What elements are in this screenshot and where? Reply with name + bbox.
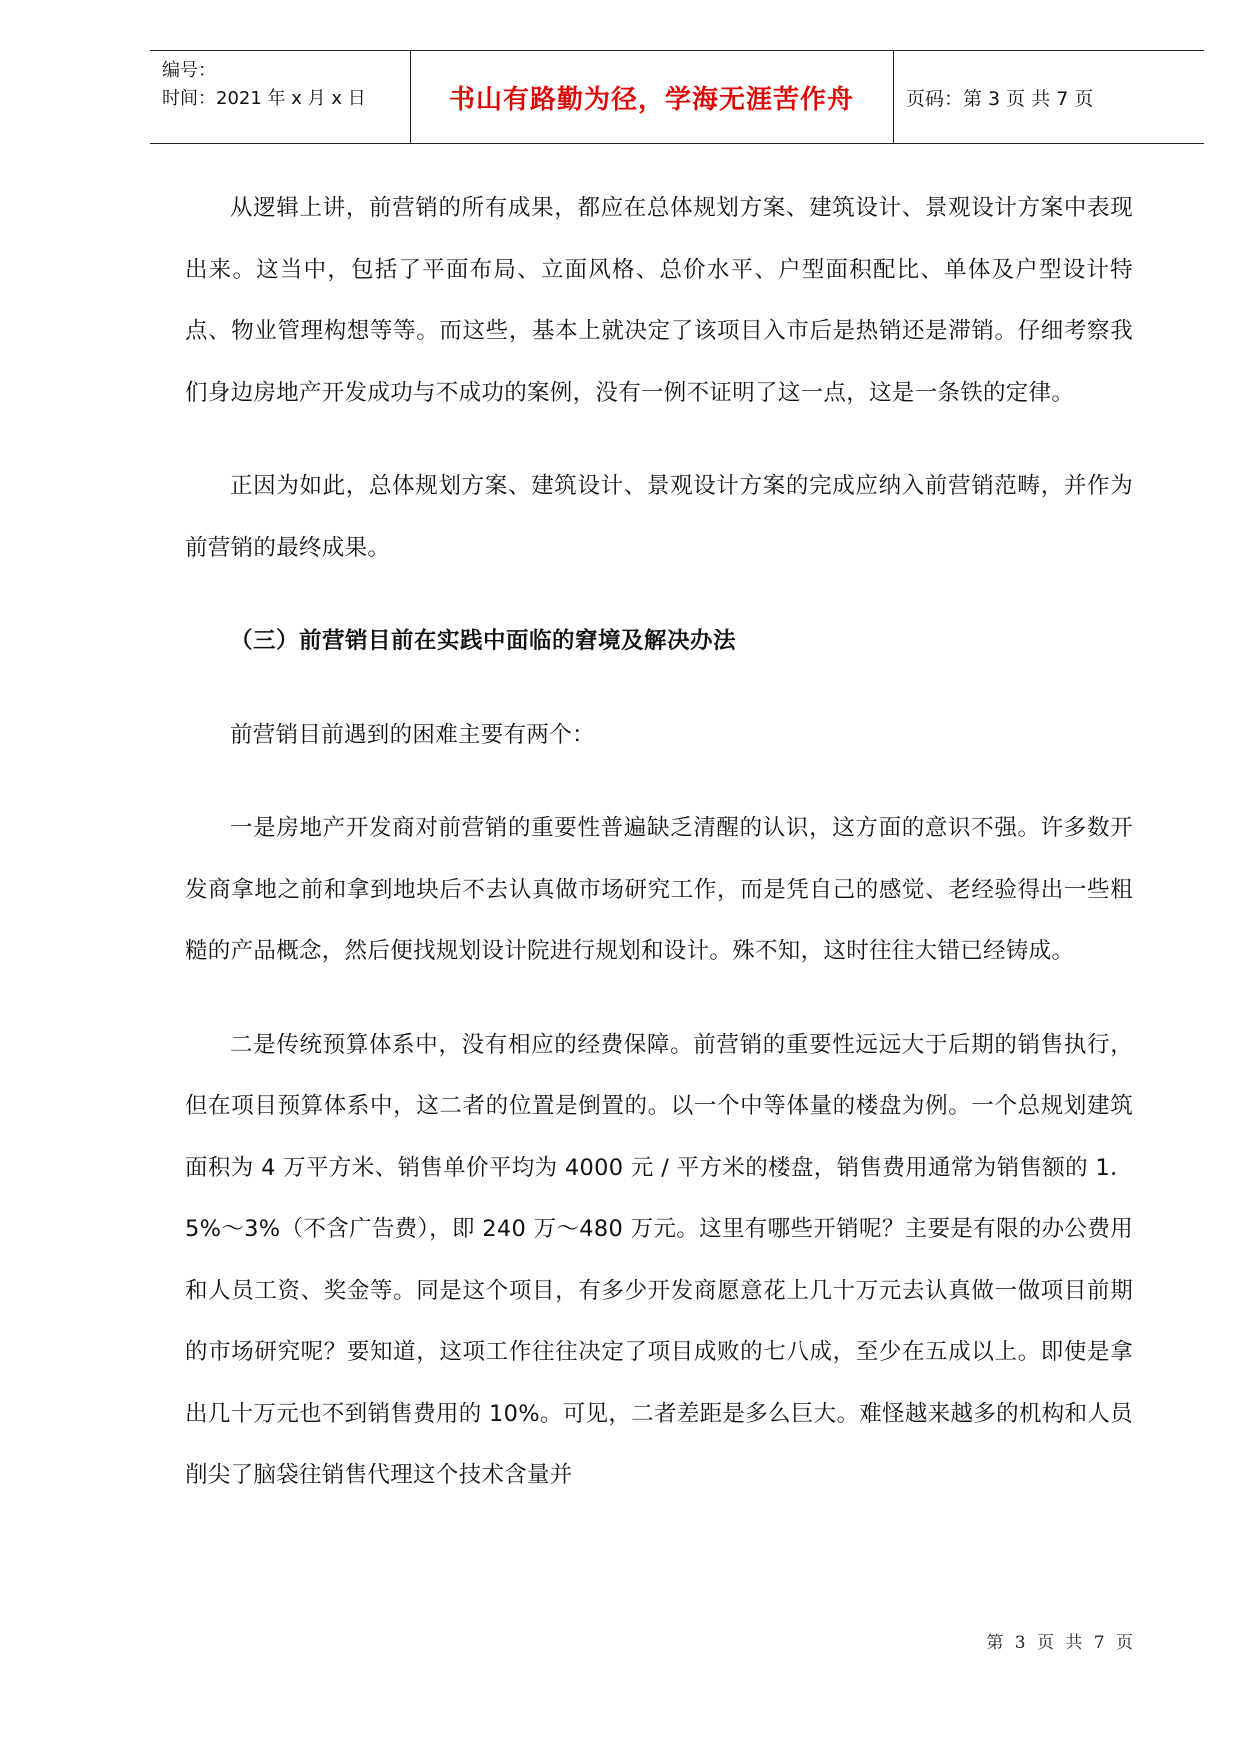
- document-body: [185, 178, 1133, 1507]
- section-heading: （三）前营销目前在实践中面临的窘境及解决办法: [230, 628, 737, 654]
- page-footer: 第 3 页 共 7 页: [986, 1633, 1136, 1653]
- paragraph-difficulties-intro: 前营销目前遇到的困难主要有两个：: [230, 721, 595, 748]
- header-meta: [162, 57, 366, 113]
- header-number-label: 编号：: [162, 60, 216, 81]
- paragraph-difficulty-one: 一是房地产开发商对前营销的重要性普遍缺乏清醒的认识，这方面的意识不强。许多数开发商拿地之前和拿到地块后不去认真做市场研究工作，而是凭自己的感觉、老经验得出一些粗糙的产品概念，然后便找规划设计院进行规划和设计。殊不知，这时往往大错已经铸成。: [185, 815, 1133, 964]
- header-divider-right: [893, 51, 894, 143]
- paragraph-logic: 从逻辑上讲，前营销的所有成果，都应在总体规划方案、建筑设计、景观设计方案中表现出来。这当中，包括了平面布局、立面风格、总价水平、户型面积配比、单体及户型设计特点、物业管理构想等等。而这些，基本上就决定了该项目入市后是热销还是滞销。仔细考察我们身边房地产开发成功与不成功的案例，没有一例不证明了这一点，这是一条铁的定律。: [185, 195, 1133, 406]
- header-page-number: 页码：第 3 页 共 7 页: [906, 87, 1094, 110]
- paragraph-conclusion: 正因为如此，总体规划方案、建筑设计、景观设计方案的完成应纳入前营销范畴，并作为前营销的最终成果。: [185, 473, 1133, 561]
- header-time-label: 时间：2021 年 x 月 x 日: [162, 88, 366, 109]
- header-motto: 书山有路勤为径，学海无涯苦作舟: [448, 84, 854, 115]
- page-header: [150, 50, 1204, 144]
- paragraph-difficulty-two: 二是传统预算体系中，没有相应的经费保障。前营销的重要性远远大于后期的销售执行，但在项目预算体系中，这二者的位置是倒置的。以一个中等体量的楼盘为例。一个总规划建筑面积为 4 万平方米、销售单价平均为 4000 元 / 平方米的楼盘，销售费用通常为销售额的 1．5%～3%（不含广告费），即 240 万～480 万元。这里有哪些开销呢？主要是有限的办公费用和人员工资、奖金等。同是这个项目，有多少开发商愿意花上几十万元去认真做一做项目前期的市场研究呢？要知道，这项工作往往决定了项目成败的七八成，至少在五成以上。即使是拿出几十万元也不到销售费用的 10%。可见，二者差距是多么巨大。难怪越来越多的机构和人员削尖了脑袋往销售代理这个技术含量并: [185, 1031, 1133, 1488]
